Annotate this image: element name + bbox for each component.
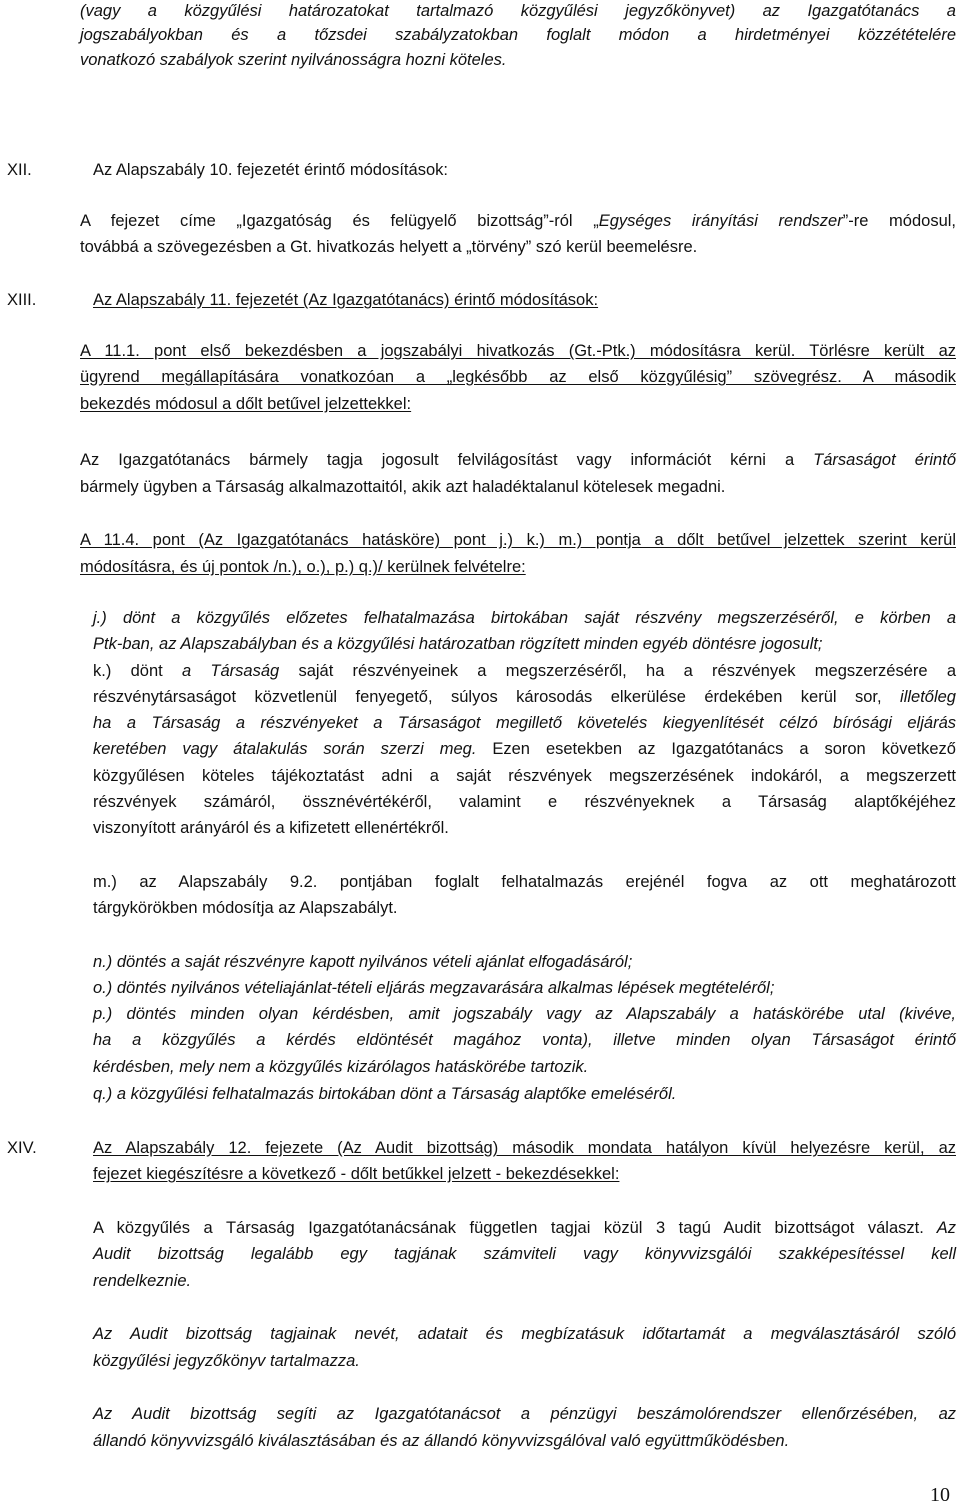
sec13-p2-line-1a: Az Igazgatótanács bármely tagja jogosult felvilágosítást vagy információt kérni a [80, 451, 814, 469]
sec14-c-line-1: Az Audit bizottság segíti az Igazgatótanácsot a pénzügyi beszámolórendszer ellenőrzésében, az [93, 1405, 956, 1423]
sec12-line-1a: A fejezet címe „Igazgatóság és felügyelő bizottság”-ról „ [80, 212, 599, 230]
item-k-line-7: viszonyított arányáról és a kifizetett ellenértékről. [93, 819, 449, 837]
intro-line-3: vonatkozó szabályok szerint nyilvánosságra hozni köteles. [80, 51, 507, 69]
sec14-a-line-1 [93, 1218, 956, 1238]
page-number: 10 [930, 1484, 950, 1506]
item-k-line-2 [93, 687, 956, 707]
sec13-p1-line-2: ügyrend megállapítására vonatkozóan a „legkésőbb az első közgyűlésig” szövegrész. A második [80, 368, 956, 386]
item-j-line-2: Ptk-ban, az Alapszabályban és a közgyűlési határozatban rögzített minden egyéb döntésre jogosult; [93, 635, 823, 653]
section-heading-xiii: Az Alapszabály 11. fejezetét (Az Igazgatótanács) érintő módosítások: [93, 291, 599, 309]
item-m-line-2: tárgykörökben módosítja az Alapszabályt. [93, 899, 398, 917]
sec14-a-line-2: Audit bizottság legalább egy tagjának számviteli vagy könyvvizsgálói szakképesítéssel kell [93, 1245, 956, 1263]
sec12-line-1b: Egységes irányítási rendszer [598, 212, 843, 230]
section-number-xiv: XIV. [7, 1139, 37, 1157]
item-o-line-1: o.) döntés nyilvános vételiajánlat-tételi eljárás megzavarására alkalmas lépések megtételéről; [93, 979, 775, 997]
sec12-line-1c: ”-re módosul, [842, 212, 956, 230]
sec14-a-line-1b: Az [923, 1219, 956, 1237]
sec13-p2-line-2: bármely ügyben a Társaság alkalmazottaitól, akik azt haladéktalanul kötelesek megadni. [80, 478, 726, 496]
item-k-line-1 [93, 661, 956, 681]
item-m-line-1: m.) az Alapszabály 9.2. pontjában foglalt felhatalmazás erejénél fogva az ott meghatározott [93, 873, 956, 891]
sec14-b-line-2: közgyűlési jegyzőkönyv tartalmazza. [93, 1352, 360, 1370]
sec13-p1-line-3: bekezdés módosul a dőlt betűvel jelzettekkel: [80, 395, 412, 413]
section-number-xiii: XIII. [7, 291, 37, 309]
item-k-line-2b: illetőleg [900, 688, 956, 706]
item-p-line-1: p.) döntés minden olyan kérdésben, amit jogszabály vagy az Alapszabály a hatáskörébe utal (kivéve, [93, 1005, 956, 1023]
sec14-a-line-1a: A közgyűlés a Társaság Igazgatótanácsának független tagjai közül 3 tagú Audit bizottságot választ. [93, 1219, 924, 1237]
item-k-line-4b: Ezen esetekben az Igazgatótanács a soron következő [476, 740, 956, 758]
item-k-line-2a: részvénytársaságot közvetlenül fenyegető, súlyos károsodás elkerülése érdekében kerül sor, [93, 688, 901, 706]
item-k-line-5: közgyűlésen köteles tájékoztatást adni a saját részvények megszerzésének indokáról, a megszerzett [93, 767, 956, 785]
sec13-p1-line-1: A 11.1. pont első bekezdésben a jogszabályi hivatkozás (Gt.-Ptk.) módosításra kerül. Törlésre került az [80, 342, 956, 360]
sec13-p3-line-2: módosításra, és új pontok /n.), o.), p.) q.)/ kerülnek felvételre: [80, 558, 526, 576]
item-j-line-1: j.) dönt a közgyűlés előzetes felhatalmazása birtokában saját részvény megszerzéséről, e körben a [93, 609, 956, 627]
sec14-heading-line-2: fejezet kiegészítésre a következő - dőlt betűkkel jelzett - bekezdésekkel: [93, 1165, 620, 1183]
item-k-line-6: részvények számáról, össznévértékéről, valamint e részvényeknek a Társaság alaptőkéjéhez [93, 793, 956, 811]
intro-line-2: jogszabályokban és a tőzsdei szabályzatokban foglalt módon a hirdetményei közzétételére [80, 26, 956, 44]
item-k-line-1b: a Társaság [181, 662, 280, 680]
section-number-xii: XII. [7, 161, 32, 179]
section-heading-xii: Az Alapszabály 10. fejezetét érintő módosítások: [93, 161, 448, 179]
item-q-line-1: q.) a közgyűlési felhatalmazás birtokában dönt a Társaság alaptőke emeléséről. [93, 1085, 677, 1103]
item-k-line-4a: keretében vagy átalakulás során szerzi meg. [93, 740, 477, 758]
intro-line-1: (vagy a közgyűlési határozatokat tartalmazó közgyűlési jegyzőkönyvet) az Igazgatótanács a [80, 2, 956, 20]
item-k-line-1c: saját részvényeinek a megszerzéséről, ha a részvények megszerzésére a [279, 662, 956, 680]
item-n-line-1: n.) döntés a saját részvényre kapott nyilvános vételi ajánlat elfogadásáról; [93, 953, 633, 971]
sec14-b-line-1: Az Audit bizottság tagjainak nevét, adatait és megbízatásuk időtartamát a megválasztásáról szóló [93, 1325, 956, 1343]
item-k-line-4 [93, 739, 956, 759]
item-p-line-2: ha a közgyűlés a kérdés eldöntését magához vonta), illetve minden olyan Társaságot érintő [93, 1031, 956, 1049]
sec14-c-line-2: állandó könyvvizsgáló kiválasztásában és az állandó könyvvizsgálóval való együttműködésben. [93, 1432, 790, 1450]
item-p-line-3: kérdésben, mely nem a közgyűlés kizárólagos hatáskörébe tartozik. [93, 1058, 589, 1076]
item-k-line-3: ha a Társaság a részvényeket a Társaságot megillető követelés kiegyenlítését célzó bírósági eljárás [93, 714, 956, 732]
sec12-line-1 [80, 211, 956, 231]
sec13-p2-line-1 [80, 450, 956, 470]
sec12-line-2: továbbá a szövegezésben a Gt. hivatkozás helyett a „törvény” szó kerül beemelésre. [80, 238, 698, 256]
sec13-p2-line-1b: Társaságot érintő [813, 451, 956, 469]
item-k-line-1a: k.) dönt [93, 662, 182, 680]
sec14-a-line-3: rendelkeznie. [93, 1272, 192, 1290]
sec13-p3-line-1: A 11.4. pont (Az Igazgatótanács hatásköre) pont j.) k.) m.) pontja a dőlt betűvel jelzettek szerint kerül [80, 531, 956, 549]
sec14-heading-line-1: Az Alapszabály 12. fejezete (Az Audit bizottság) második mondata hatályon kívül helyezésre kerül, az [93, 1139, 956, 1157]
